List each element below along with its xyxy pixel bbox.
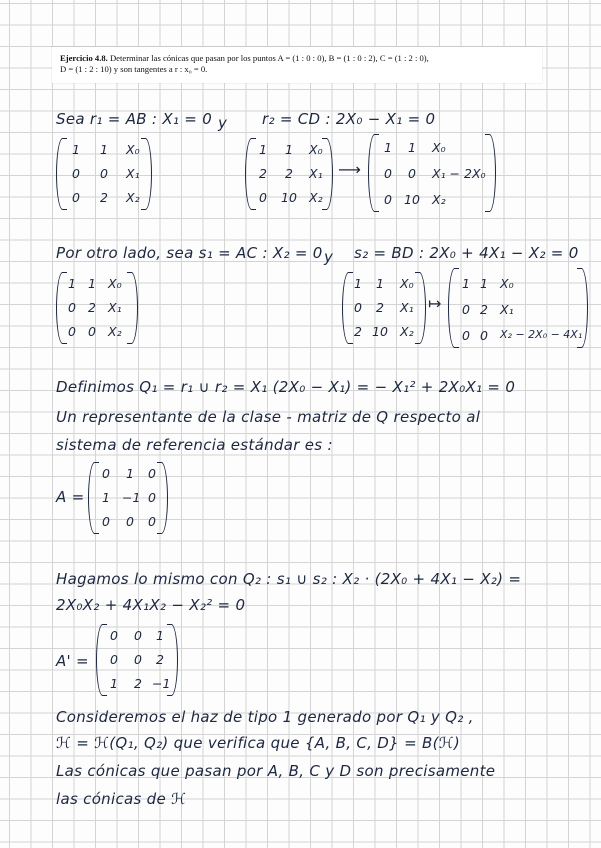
q2-equation: 2X₀X₂ + 4X₁X₂ − X₂² = 0	[56, 596, 246, 614]
consideremos-line: Consideremos el haz de tipo 1 generado por Q₁ y Q₂ ,	[56, 708, 474, 726]
r2-line: r₂ = CD : 2X₀ − X₁ = 0	[262, 110, 436, 128]
a-prime-cell: −1	[152, 676, 171, 691]
m4-cell: 1	[88, 276, 96, 291]
a-cell: −1	[122, 490, 141, 505]
m1-cell: 1	[72, 142, 80, 157]
m3-cell: X₁ − 2X₀	[432, 166, 486, 181]
m3-cell: 10	[404, 192, 420, 207]
m6-cell: 1	[462, 276, 470, 291]
m5-cell: 1	[376, 276, 384, 291]
m2-cell: X₁	[309, 166, 323, 181]
a-cell: 1	[102, 490, 110, 505]
a-prime-cell: 0	[110, 628, 118, 643]
m5-cell: X₁	[400, 300, 414, 315]
m5-cell: 1	[354, 276, 362, 291]
m1-cell: 0	[72, 166, 80, 181]
a-prime-cell: 0	[134, 652, 142, 667]
hagamos-line: Hagamos lo mismo con Q₂ : s₁ ∪ s₂ : X₂ · (2X₀ + 4X₁ − X₂) =	[56, 570, 522, 588]
conjunction-y-2: y	[324, 248, 334, 266]
m5-cell: 0	[354, 300, 362, 315]
m4-cell: 1	[68, 276, 76, 291]
m4-cell: X₀	[108, 276, 122, 291]
s2-line: s₂ = BD : 2X₀ + 4X₁ − X₂ = 0	[354, 244, 579, 262]
a-cell: 0	[126, 514, 134, 529]
a-prime-cell: 2	[156, 652, 164, 667]
arrow-1: ⟶	[338, 160, 361, 179]
m6-cell: X₁	[500, 302, 514, 317]
matrix-m6	[448, 268, 588, 348]
haz-definition-line: ℋ = ℋ(Q₁, Q₂) que verifica que {A, B, C, D} = B(ℋ)	[56, 734, 461, 752]
a-cell: 0	[148, 466, 156, 481]
m1-cell: 2	[100, 190, 108, 205]
m4-cell: 2	[88, 300, 96, 315]
exercise-line-2: D = (1 : 2 : 10) y son tangentes a r : x₀ = 0.	[60, 64, 208, 74]
a-prime-cell: 1	[110, 676, 118, 691]
m3-cell: 0	[408, 166, 416, 181]
m5-cell: 10	[372, 324, 388, 339]
m2-cell: 2	[259, 166, 267, 181]
m2-cell: 2	[285, 166, 293, 181]
m6-cell: 1	[480, 276, 488, 291]
m6-cell: 0	[480, 328, 488, 343]
a-prime-cell: 0	[134, 628, 142, 643]
m1-cell: X₂	[126, 190, 140, 205]
m3-cell: X₀	[432, 140, 446, 155]
matrix-a-label: A =	[56, 488, 85, 506]
m4-cell: 0	[88, 324, 96, 339]
m2-cell: 0	[259, 190, 267, 205]
a-prime-cell: 1	[156, 628, 164, 643]
m3-cell: 0	[384, 166, 392, 181]
matrix-m3	[368, 134, 496, 212]
matrix-m4	[56, 272, 138, 344]
a-cell: 0	[148, 490, 156, 505]
m4-cell: 0	[68, 300, 76, 315]
m2-cell: 10	[281, 190, 297, 205]
m5-cell: X₀	[400, 276, 414, 291]
matrix-a-prime	[96, 624, 178, 696]
exercise-title: Ejercicio 4.8.	[60, 53, 108, 63]
m1-cell: 1	[100, 142, 108, 157]
m1-cell: 0	[72, 190, 80, 205]
m1-cell: X₁	[126, 166, 140, 181]
m3-cell: 1	[384, 140, 392, 155]
m3-cell: 0	[384, 192, 392, 207]
m4-cell: X₂	[108, 324, 122, 339]
m6-cell: 0	[462, 302, 470, 317]
m6-cell: 0	[462, 328, 470, 343]
m3-cell: 1	[408, 140, 416, 155]
a-cell: 0	[148, 514, 156, 529]
matrix-m2	[245, 138, 333, 210]
exercise-line-1: Determinar las cónicas que pasan por los puntos A = (1 : 0 : 0), B = (1 : 0 : 2), C = (1 : 2 : 0),	[109, 53, 429, 63]
matrix-a-prime-label: A' =	[56, 652, 89, 670]
m6-cell: 2	[480, 302, 488, 317]
m5-cell: X₂	[400, 324, 414, 339]
arrow-2: ↦	[428, 294, 442, 313]
m3-cell: X₂	[432, 192, 446, 207]
m2-cell: 1	[259, 142, 267, 157]
matrix-m1	[56, 138, 152, 210]
matrix-m5	[342, 272, 426, 344]
m2-cell: 1	[285, 142, 293, 157]
a-cell: 0	[102, 514, 110, 529]
por-otro-line: Por otro lado, sea s₁ = AC : X₂ = 0	[56, 244, 323, 262]
definimos-line: Definimos Q₁ = r₁ ∪ r₂ = X₁ (2X₀ − X₁) = − X₁² + 2X₀X₁ = 0	[56, 378, 516, 396]
sea-r1-line: Sea r₁ = AB : X₁ = 0	[56, 110, 213, 128]
m6-cell: X₀	[500, 276, 514, 291]
sistema-line: sistema de referencia estándar es :	[56, 436, 333, 454]
m4-cell: 0	[68, 324, 76, 339]
m4-cell: X₁	[108, 300, 122, 315]
exercise-statement	[52, 47, 542, 83]
a-prime-cell: 2	[134, 676, 142, 691]
m2-cell: X₀	[309, 142, 323, 157]
m5-cell: 2	[354, 324, 362, 339]
conjunction-y-1: y	[218, 114, 228, 132]
conicas-line-2: las cónicas de ℋ	[56, 790, 187, 808]
m6-cell: X₂ − 2X₀ − 4X₁	[500, 328, 583, 341]
m1-cell: X₀	[126, 142, 140, 157]
a-prime-cell: 0	[110, 652, 118, 667]
a-cell: 0	[102, 466, 110, 481]
m1-cell: 0	[100, 166, 108, 181]
matrix-a	[88, 462, 168, 534]
conicas-line: Las cónicas que pasan por A, B, C y D son precisamente	[56, 762, 496, 780]
a-cell: 1	[126, 466, 134, 481]
m5-cell: 2	[376, 300, 384, 315]
representante-line: Un representante de la clase - matriz de Q respecto al	[56, 408, 481, 426]
m2-cell: X₂	[309, 190, 323, 205]
